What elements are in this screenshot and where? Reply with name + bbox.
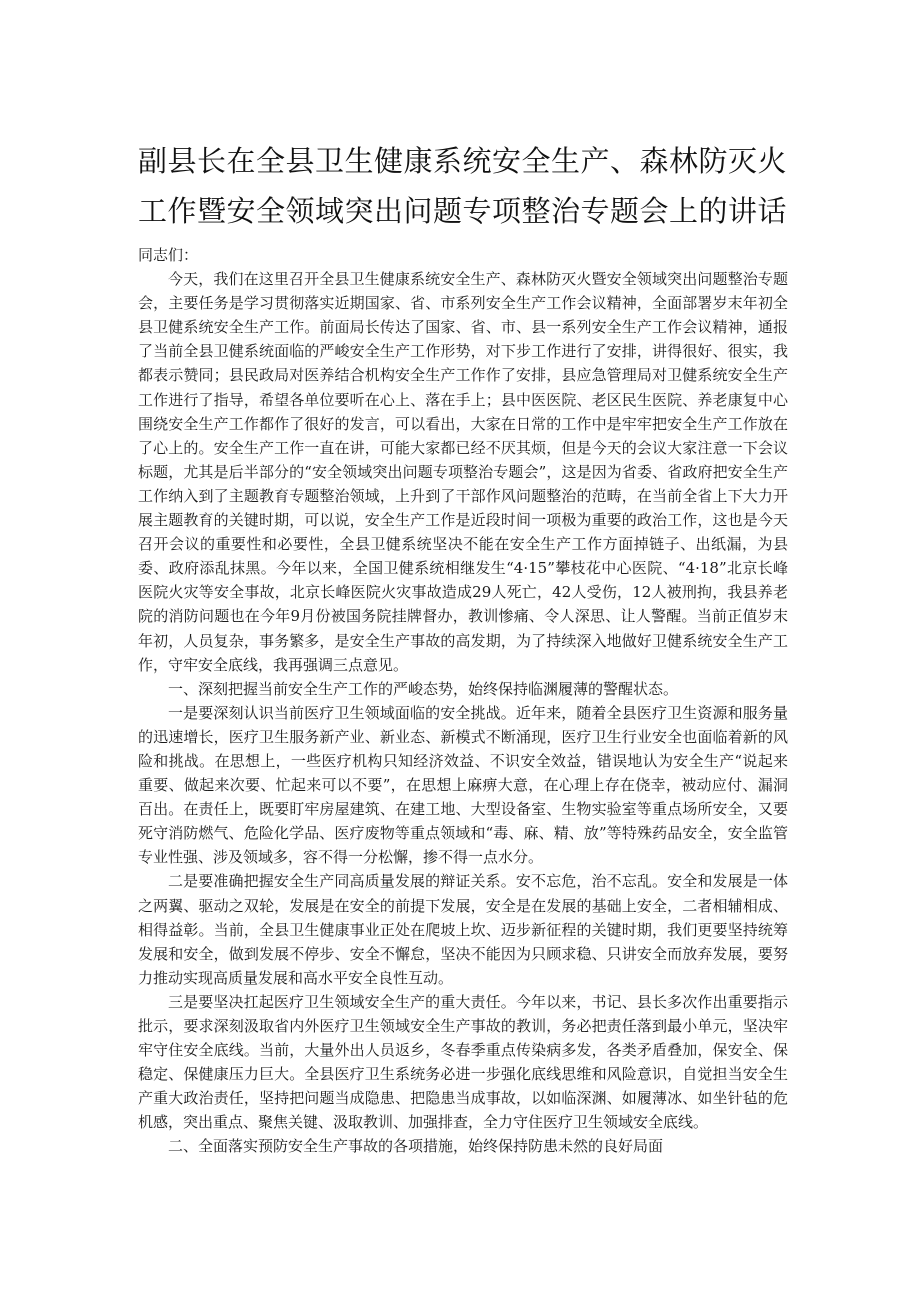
document-title: 副县长在全县卫生健康系统安全生产、森林防灭火工作暨安全领域突出问题专项整治专题会上的讲话 <box>138 144 788 228</box>
paragraph-intro: 今天，我们在这里召开全县卫生健康系统安全生产、森林防灭火暨安全领域突出问题整治专题会，主要任务是学习贯彻落实近期国家、省、市系列安全生产工作会议精神，全面部署岁末年初全县卫健系统安全生产工作。前面局长传达了国家、省、市、县一系列安全生产工作会议精神，通报了当前全县卫健系统面临的严峻安全生产工作形势，对下步工作进行了安排，讲得很好、很实，我都表示赞同；县民政局对医养结合机构安全生产工作作了安排，县应急管理局对卫健系统安全生产工作进行了指导，希望各单位要听在心上、落在手上；县中医医院、老区民生医院、养老康复中心围绕安全生产工作都作了很好的发言，可以看出，大家在日常的工作中是牢牢把安全生产工作放在了心上的。安全生产工作一直在讲，可能大家都已经不厌其烦，但是今天的会议大家注意一下会议标题，尤其是后半部分的“安全领域突出问题专项整治专题会”，这是因为省委、省政府把安全生产工作纳入到了主题教育专题整治领域，上升到了干部作风问题整治的范畴，在当前全省上下大力开展主题教育的关键时期，可以说，安全生产工作是近段时间一项极为重要的政治工作，这也是今天召开会议的重要性和必要性，全县卫健系统坚决不能在安全生产工作方面掉链子、出纸漏，为县委、政府添乱抹黑。今年以来，全国卫健系统相继发生“4·15”攀枝花中心医院、“4·18”北京长峰医院火灾等安全事故，北京长峰医院火灾事故造成29人死亡，42人受伤，12人被刑拘，我县养老院的消防问题也在今年9月份被国务院挂牌督办，教训惨痛、令人深思、让人警醒。当前正值岁末年初，人员复杂，事务繁多，是安全生产事故的高发期，为了持续深入地做好卫健系统安全生产工作，守牢安全底线，我再强调三点意见。 <box>138 270 788 674</box>
paragraph-point-2: 二是要准确把握安全生产同高质量发展的辩证关系。安不忘危，治不忘乱。安全和发展是一体之两翼、驱动之双轮，发展是在安全的前提下发展，安全是在发展的基础上安全，二者相辅相成、相得益彰。当前，全县卫生健康事业正处在爬坡上坎、迈步新征程的关键时期，我们更要坚持统筹发展和安全，做到发展不停步、安全不懈怠，坚决不能因为只顾求稳、只讲安全而放弃发展，要努力推动实现高质量发展和高水平安全良性互动。 <box>138 872 788 987</box>
section-heading-1: 一、深刻把握当前安全生产工作的严峻态势，始终保持临渊履薄的警醒状态。 <box>168 679 679 698</box>
document-body <box>138 243 788 1159</box>
paragraph-point-1: 一是要深刻认识当前医疗卫生领域面临的安全挑战。近年来，随着全县医疗卫生资源和服务量的迅速增长，医疗卫生服务新产业、新业态、新模式不断涌现，医疗卫生行业安全也面临着新的风险和挑战。在思想上，一些医疗机构只知经济效益、不识安全效益，错误地认为安全生产“说起来重要、做起来次要、忙起来可以不要”，在思想上麻痹大意，在心理上存在侥幸，被动应付、漏洞百出。在责任上，既要盯牢房屋建筑、在建工地、大型设备室、生物实验室等重点场所安全，又要死守消防燃气、危险化学品、医疗废物等重点领域和“毒、麻、精、放”等特殊药品安全，安全监管专业性强、涉及领域多，容不得一分松懈，掺不得一点水分。 <box>138 703 788 867</box>
paragraph-point-3: 三是要坚决扛起医疗卫生领域安全生产的重大责任。今年以来，书记、县长多次作出重要指示批示，要求深刻汲取省内外医疗卫生领域安全生产事故的教训，务必把责任落到最小单元，坚决牢牢守住安全底线。当前，大量外出人员返乡，冬春季重点传染病多发，各类矛盾叠加，保安全、保稳定、保健康压力巨大。全县医疗卫生系统务必进一步强化底线思维和风险意识，自觉担当安全生产重大政治责任，坚持把问题当成隐患、把隐患当成事故，以如临深渊、如履薄冰、如坐针毡的危机感，突出重点、聚焦关键、汲取教训、加强排查，全力守住医疗卫生领域安全底线。 <box>138 992 788 1132</box>
section-heading-2: 二、全面落实预防安全生产事故的各项措施，始终保持防患未然的良好局面 <box>168 1137 664 1156</box>
salutation: 同志们： <box>138 246 199 264</box>
